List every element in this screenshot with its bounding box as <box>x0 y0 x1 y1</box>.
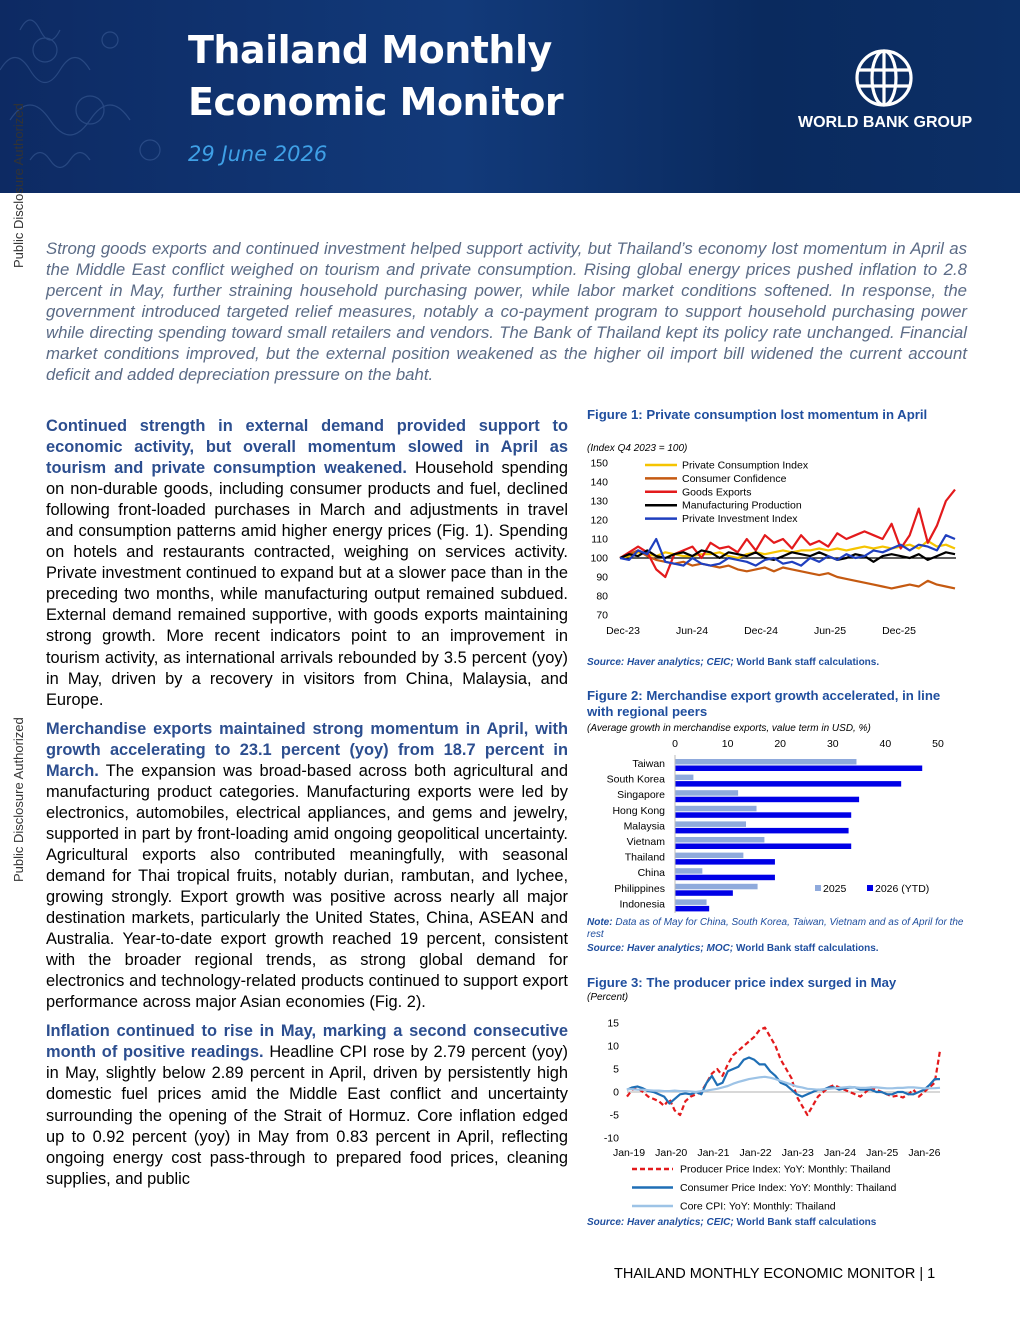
category-label: Indonesia <box>619 898 665 911</box>
bar-indonesia-1 <box>675 899 707 905</box>
y-tick-label: 5 <box>613 1063 619 1076</box>
bar-singapore-1 <box>675 790 738 796</box>
figure-1-source <box>587 657 879 668</box>
paragraph-3 <box>46 1021 568 1189</box>
figure-2-note-text: Data as of May for China, South Korea, Taiwan, Vietnam and as of April for the rest <box>587 917 964 940</box>
side-label-bottom: Public Disclosure Authorized <box>11 717 26 882</box>
y-tick-label: 15 <box>607 1017 619 1030</box>
bar-philippines-1 <box>675 884 758 890</box>
y-tick-label: 150 <box>590 457 608 470</box>
legend-label-4: Manufacturing Production <box>682 499 802 512</box>
category-label: Vietnam <box>626 836 665 848</box>
x-tick-label: 30 <box>826 738 839 750</box>
bar-china-2 <box>675 875 775 881</box>
legend-label-2: 2026 (YTD) <box>875 883 930 895</box>
bar-thailand-1 <box>675 853 743 859</box>
bar-south-korea-2 <box>675 781 901 787</box>
figure-3-chart <box>585 1010 970 1215</box>
y-tick-label: 70 <box>596 609 608 622</box>
figure-1-subtitle: (Index Q4 2023 = 100) <box>587 443 688 454</box>
bar-philippines-2 <box>675 890 733 896</box>
legend-label-3: Core CPI: YoY: Monthly: Thailand <box>680 1200 836 1213</box>
figure-2-title: Figure 2: Merchandise export growth accelerated, in line with regional peers <box>587 688 941 719</box>
page-title <box>188 24 563 128</box>
bar-singapore-2 <box>675 797 859 803</box>
figure-1-chart <box>585 455 970 640</box>
legend-label-1: 2025 <box>823 883 847 895</box>
figure-2-note-label: Note: <box>587 917 613 928</box>
y-tick-label: 90 <box>596 571 608 584</box>
paragraph-2-lead: Merchandise exports maintained strong momentum in April, with growth accelerating to 23.1 percent (yoy) from 18.7 percent in March. <box>46 719 568 780</box>
category-label: Philippines <box>614 882 665 895</box>
publication-date: 29 June 2026 <box>188 142 328 166</box>
bar-taiwan-2 <box>675 766 922 772</box>
figure-2-source-label: Source: Haver analytics; MOC; <box>587 943 734 954</box>
figure-2-source-text: World Bank staff calculations. <box>733 943 879 954</box>
x-tick-label: Jan-19 <box>612 1147 646 1159</box>
paragraph-1 <box>46 416 568 711</box>
x-tick-label: 20 <box>774 738 787 750</box>
y-tick-label: 100 <box>590 552 608 565</box>
x-tick-label: Jun-24 <box>675 625 709 637</box>
globe-icon <box>854 48 914 108</box>
y-tick-label: 130 <box>590 495 608 508</box>
y-tick-label: 120 <box>590 514 608 527</box>
category-label: Malaysia <box>623 820 665 833</box>
category-label: Hong Kong <box>612 804 665 817</box>
category-label: China <box>637 867 665 880</box>
legend-label-2: Consumer Confidence <box>682 472 787 485</box>
bar-hong-kong-1 <box>675 806 757 812</box>
y-tick-label: -10 <box>603 1132 619 1145</box>
decorative-pattern <box>0 0 200 193</box>
x-tick-label: Dec-23 <box>606 625 640 637</box>
side-label-top: Public Disclosure Authorized <box>11 103 26 268</box>
figure-1-source-text: World Bank staff calculations. <box>733 657 880 668</box>
bar-china-1 <box>675 868 702 874</box>
bar-malaysia-2 <box>675 828 849 834</box>
legend-swatch-2 <box>867 885 873 891</box>
page-footer: THAILAND MONTHLY ECONOMIC MONITOR | 1 <box>614 1266 936 1282</box>
figure-3-source-text: World Bank staff calculations <box>733 1217 877 1228</box>
y-tick-label: -5 <box>609 1109 619 1122</box>
bar-thailand-2 <box>675 859 775 865</box>
y-tick-label: 80 <box>596 590 608 603</box>
bar-malaysia-1 <box>675 821 746 827</box>
figure-1-source-label: Source: Haver analytics; CEIC; <box>587 657 734 668</box>
x-tick-label: Jan-25 <box>866 1147 899 1159</box>
category-label: South Korea <box>606 773 665 786</box>
figure-3-subtitle: (Percent) <box>587 992 629 1003</box>
main-text-column <box>46 416 568 1198</box>
title-line-2: Economic Monitor <box>188 80 564 124</box>
legend-swatch-1 <box>815 885 821 891</box>
x-tick-label: Jan-26 <box>908 1147 941 1159</box>
executive-summary: Strong goods exports and continued investment helped support activity, but Thailand’s economy lost momentum in April as the Middle East conflict weighed on tourism and private consumption. Rising global energy prices pushed inflation to 2.8 percent in May, further straining household purchasing power, while labor market conditions softened. In response, the government introduced targeted relief measures, notably a co-payment program to support household purchasing power while directing spending toward small retailers and vendors. The Bank of Thailand kept its policy rate unchanged. Financial market conditions improved, but the external position weakened as the higher oil import bill widened the current account deficit and added depreciation pressure on the baht. <box>46 239 967 384</box>
x-tick-label: Jan-23 <box>781 1147 814 1159</box>
y-tick-label: 0 <box>613 1086 619 1099</box>
x-tick-label: Dec-25 <box>882 625 916 637</box>
world-bank-logo <box>796 48 981 138</box>
figure-3-source <box>587 1217 876 1228</box>
paragraph-1-text: Household spending on non-durable goods, including consumer products and fuel, declined following front-loaded purchases in March and adjustments in travel and consumption patterns amid higher energy prices (Fig. 1). Spending on hotels and restaurants contracted, weighing on services activity. Private investment continued to expand but at a slower pace than in the preceding two months, while manufacturing output remained subdued. External demand remained supportive, with goods exports maintaining strong growth. More recent indicators point to an improvement in tourism activity, as international arrivals rebounded by 3.5 percent (yoy) in May, driven by a recovery in visitors from China, Malaysia, and Europe. <box>46 459 568 709</box>
x-tick-label: 40 <box>879 738 892 750</box>
series-line-1 <box>627 1028 940 1115</box>
legend-label-1: Producer Price Index: YoY: Monthly: Thailand <box>680 1163 891 1176</box>
paragraph-1-lead: Continued strength in external demand provided support to economic activity, but overall momentum slowed in April as tourism and private consumption weakened. <box>46 417 568 478</box>
paragraph-2-text: The expansion was broad-based across both agricultural and manufacturing product categories. Manufacturing exports were led by electronics, automobiles, electrical appliances, and gems and jewelry, supported in part by front-loading amid ongoing geopolitical uncertainty. Agricultural exports also contributed meaningfully, with seasonal demand for Thai tropical fruits, notably durian, rambutan, and lychee, growing strongly. Export growth was positive across nearly all major destination markets, particularly the United States, China, ASEAN and Australia. Year-to-date export growth reached 19 percent, consistent with the broader regional trends, as strong global demand for electronics and technology-related products continued to support export performance across major Asian economies (Fig. 2). <box>46 761 568 1012</box>
bar-south-korea-1 <box>675 775 693 781</box>
logo-text: WORLD BANK GROUP <box>798 114 973 131</box>
header-banner <box>0 0 1020 193</box>
bar-vietnam-1 <box>675 837 764 843</box>
x-tick-label: 10 <box>721 738 734 750</box>
legend-label-1: Private Consumption Index <box>682 459 809 472</box>
category-label: Thailand <box>624 851 665 864</box>
figure-3-source-label: Source: Haver analytics; CEIC; <box>587 1217 734 1228</box>
figure-2-note <box>587 917 969 941</box>
figure-3-title: Figure 3: The producer price index surged in May <box>587 975 897 990</box>
x-tick-label: 50 <box>932 738 944 750</box>
paragraph-3-lead: Inflation continued to rise in May, marking a second consecutive month of positive readings. <box>46 1022 568 1062</box>
category-label: Taiwan <box>632 758 665 770</box>
bar-taiwan-1 <box>675 759 856 765</box>
x-tick-label: Dec-24 <box>744 625 778 637</box>
bar-vietnam-2 <box>675 844 851 850</box>
title-line-1: Thailand Monthly <box>188 28 552 72</box>
figure-1-title: Figure 1: Private consumption lost momentum in April <box>587 407 928 422</box>
paragraph-2 <box>46 719 568 1014</box>
bar-hong-kong-2 <box>675 812 851 818</box>
x-tick-label: 0 <box>672 738 678 750</box>
x-tick-label: Jun-25 <box>813 625 847 637</box>
y-tick-label: 10 <box>607 1040 619 1053</box>
figure-2-source <box>587 943 879 954</box>
legend-label-2: Consumer Price Index: YoY: Monthly: Thailand <box>680 1182 897 1194</box>
figure-2-chart <box>585 735 970 915</box>
legend-label-3: Goods Exports <box>682 486 752 499</box>
y-tick-label: 110 <box>591 533 608 546</box>
legend-label-5: Private Investment Index <box>682 513 798 526</box>
x-tick-label: Jan-24 <box>823 1147 857 1159</box>
x-tick-label: Jan-22 <box>739 1147 772 1159</box>
figure-2-subtitle: (Average growth in merchandise exports, value term in USD, %) <box>587 723 871 734</box>
paragraph-3-text: Headline CPI rose by 2.79 percent (yoy) in May, slightly below 2.89 percent in April, driven by persistently high domestic fuel prices amid the Middle East conflict and uncertainty surrounding the opening of the Strait of Hormuz. Core inflation edged up to 0.92 percent (yoy) in May from 0.83 percent in April, reflecting ongoing energy cost pass-through to prepared food prices, cleaning supplies, and public <box>46 1043 568 1188</box>
y-tick-label: 140 <box>590 476 608 489</box>
x-tick-label: Jan-20 <box>655 1147 688 1159</box>
category-label: Singapore <box>617 789 665 802</box>
x-tick-label: Jan-21 <box>697 1147 730 1159</box>
bar-indonesia-2 <box>675 906 709 912</box>
